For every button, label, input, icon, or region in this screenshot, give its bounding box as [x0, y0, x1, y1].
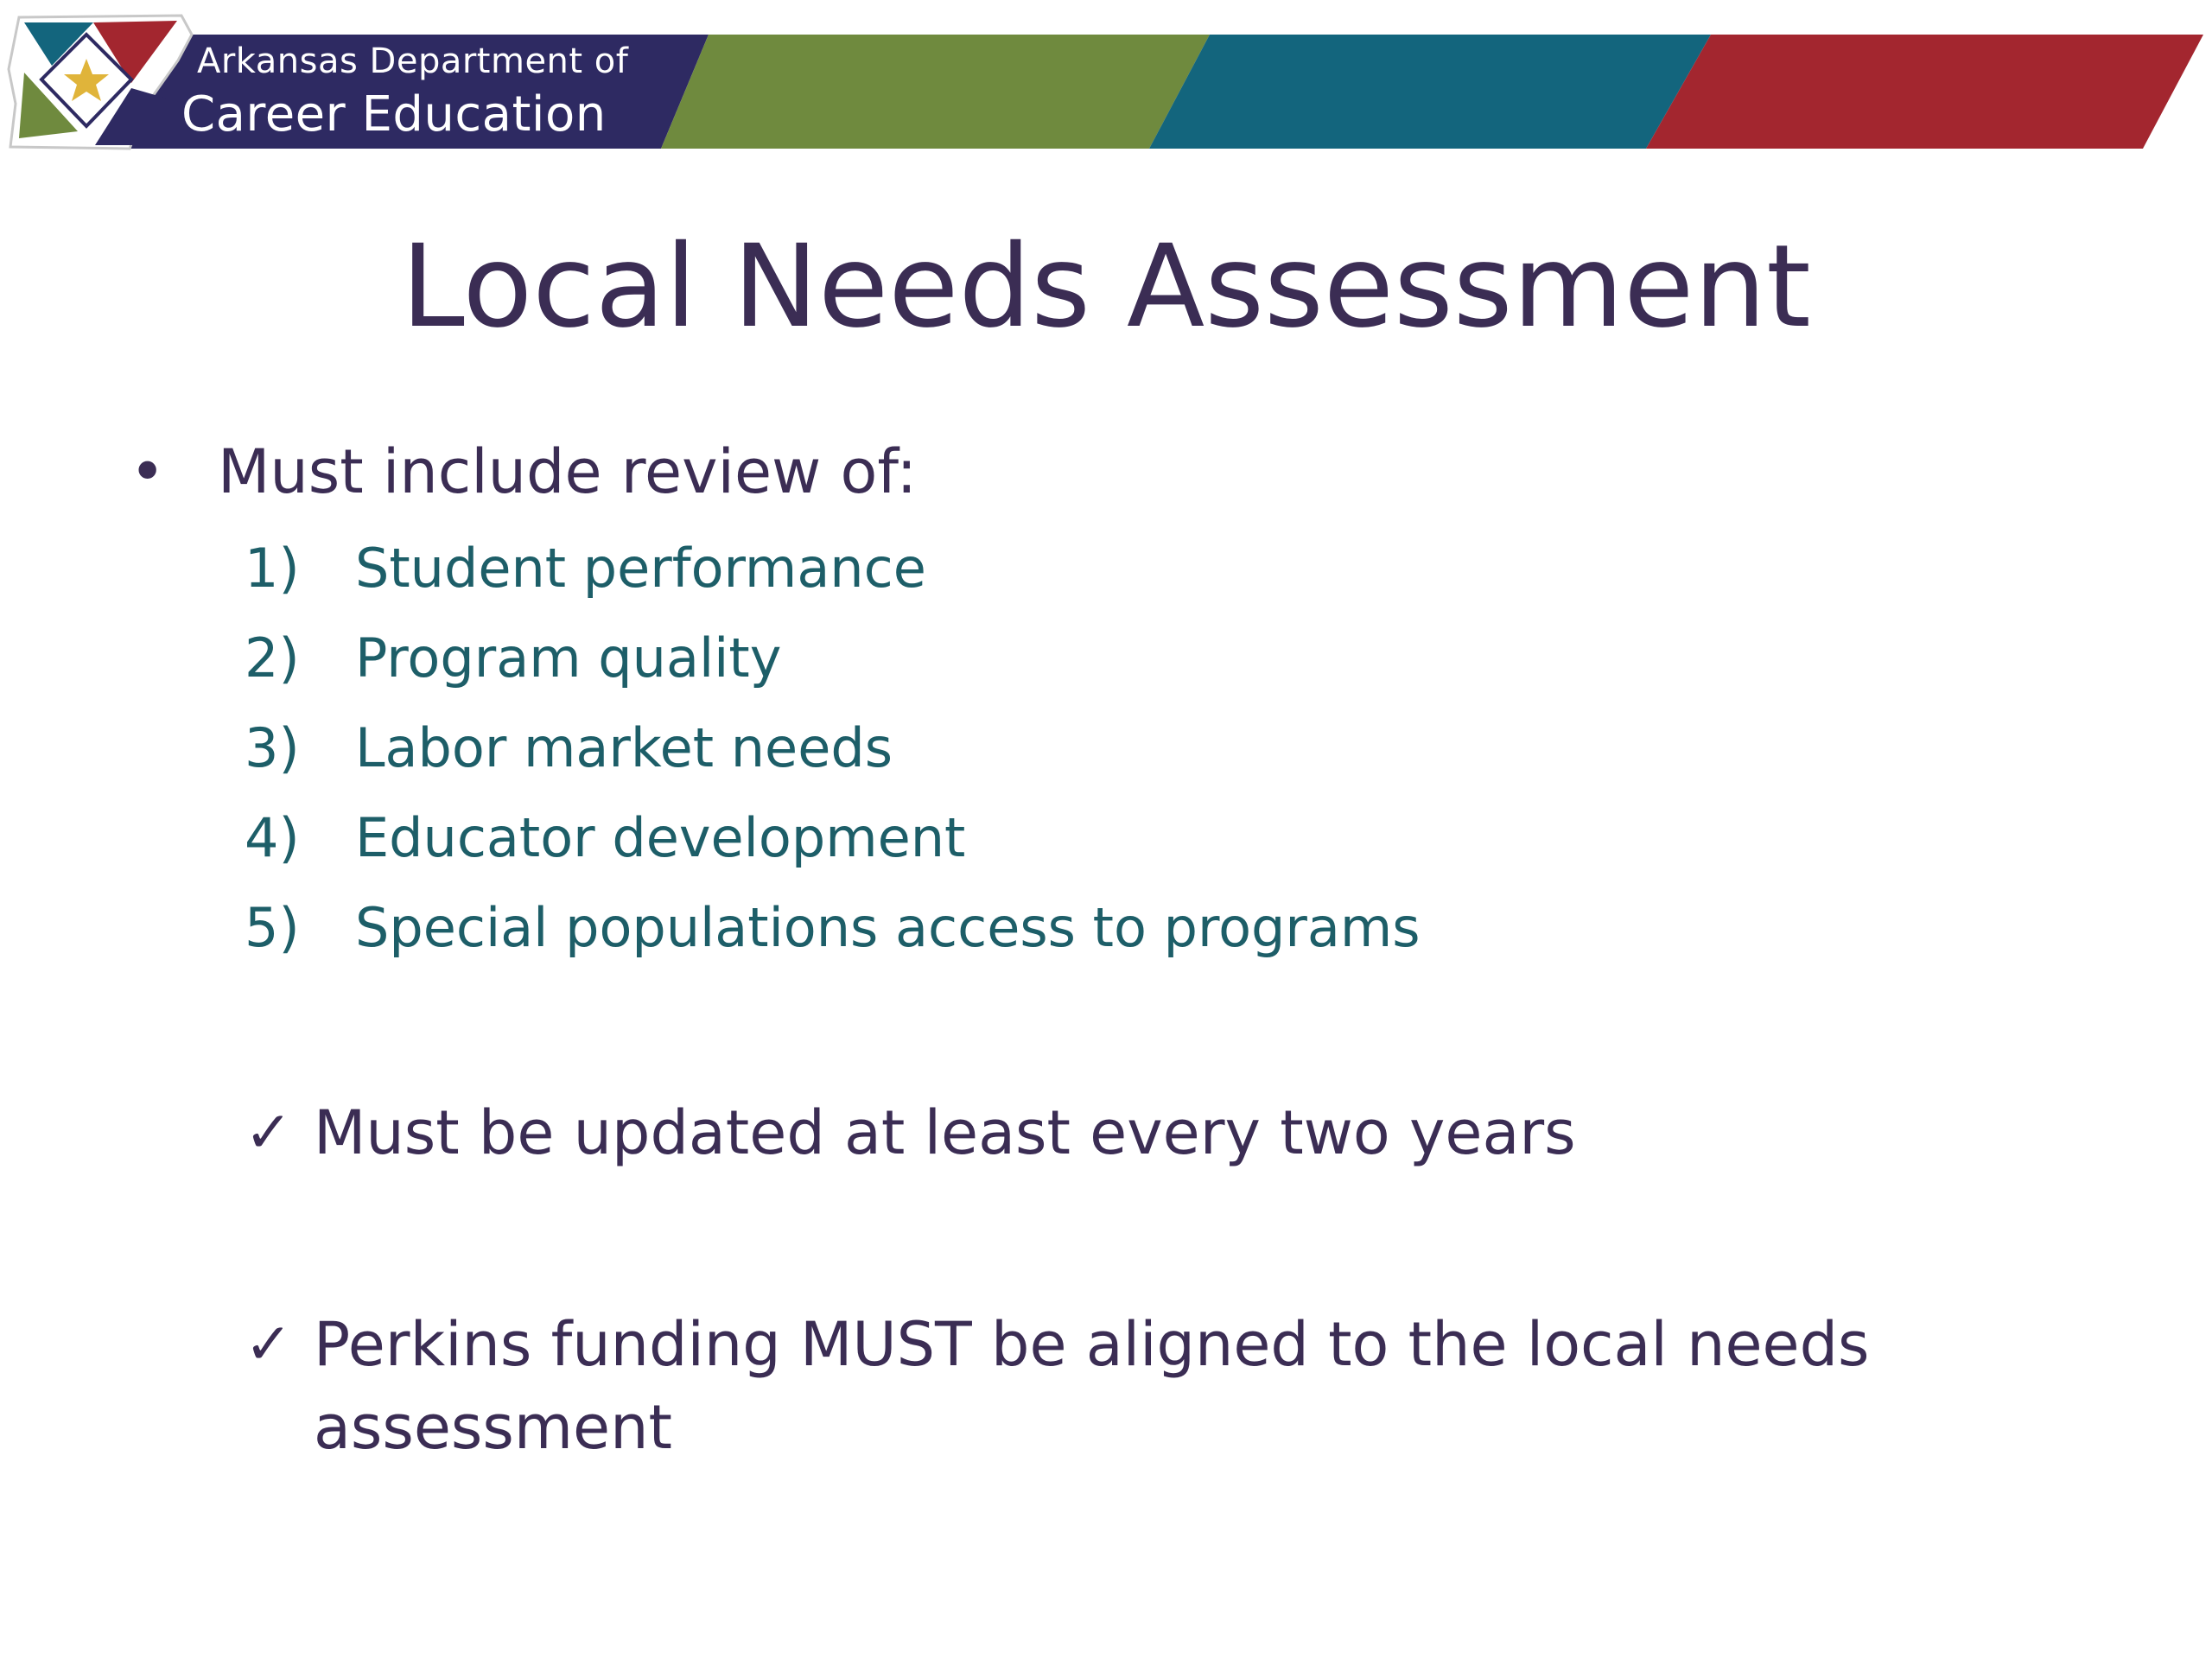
list-item-text: Program quality [355, 626, 782, 690]
checkmark-icon: ✓ [245, 1311, 293, 1377]
list-item-number: 2) [245, 626, 300, 690]
list-item [245, 619, 1421, 709]
list-item [245, 888, 1421, 978]
checkmark-icon: ✓ [245, 1099, 293, 1166]
check-item [245, 1091, 2059, 1174]
banner-olive-segment [661, 35, 1210, 149]
list-item [245, 798, 1421, 888]
org-name-line2: Career Education [181, 86, 607, 143]
bullet-dot: • [130, 436, 166, 507]
list-item [245, 709, 1421, 798]
list-item [245, 529, 1421, 619]
list-item-text: Labor market needs [355, 716, 893, 779]
banner-red-segment [1646, 35, 2203, 149]
check-item [245, 1303, 1886, 1469]
numbered-list [245, 529, 1421, 978]
slide-title: Local Needs Assessment [401, 220, 1811, 353]
list-item-number: 4) [245, 806, 300, 869]
bullet-item [130, 436, 917, 507]
check-item-text: Perkins funding MUST be aligned to the local needs assessment [314, 1309, 1870, 1463]
list-item-number: 5) [245, 896, 300, 959]
header-banner [0, 0, 2212, 164]
list-item-text: Student performance [355, 537, 926, 600]
list-item-number: 1) [245, 537, 300, 600]
bullet-text: Must include review of: [218, 436, 918, 507]
list-item-text: Special populations access to programs [355, 896, 1421, 959]
list-item-number: 3) [245, 716, 300, 779]
banner-teal-segment [1149, 35, 1711, 149]
org-name-line1: Arkansas Department of [197, 41, 629, 81]
list-item-text: Educator development [355, 806, 966, 869]
check-item-text: Must be updated at least every two years [314, 1097, 1576, 1168]
